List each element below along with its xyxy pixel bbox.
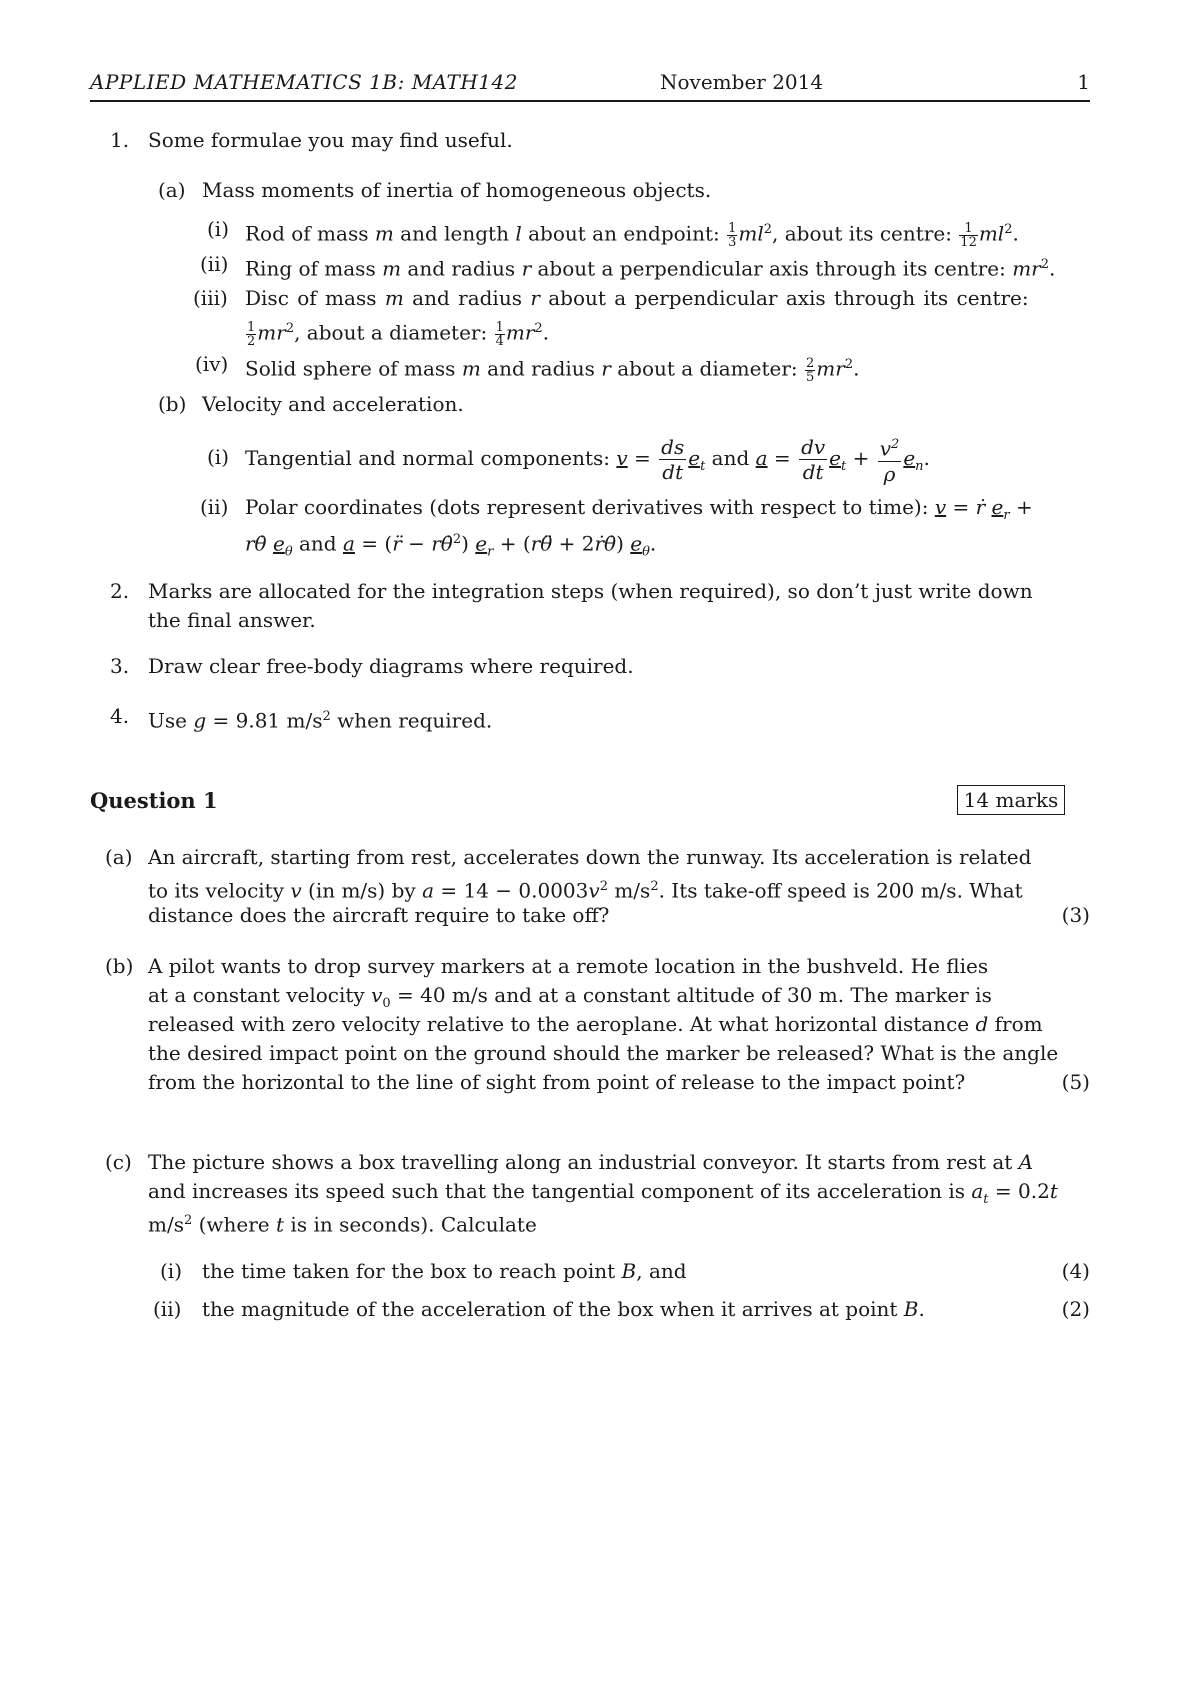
marks-1c-i: (4)	[1061, 1259, 1090, 1283]
course-title: APPLIED MATHEMATICS 1B: MATH142	[90, 70, 518, 94]
marks-1c-ii: (2)	[1061, 1297, 1090, 1321]
page-header	[90, 70, 1090, 102]
question-1-title: Question 1	[90, 788, 218, 813]
formula-b-i: (i) Tangential and normal components: v = $\frac{ds}{dt}$ $e_t$ and a = $\frac{dv}{dt}$ $e_t$ + $\frac{v^2}{\rho}$ $e_n$.	[207, 435, 930, 486]
marks-1b: (5)	[1061, 1070, 1090, 1094]
marks-1a: (3)	[1061, 903, 1090, 927]
exam-page: APPLIED MATHEMATICS 1B: MATH142 November 2014 1 1. Some formulae you may find useful. (a) Mass moments of inertia of homogeneous objects. (i) Rod of mass m and length l about an endpoint: $\frac{1}{3}$ $ml^2$, about its centre: $\frac{1}{12}$ $ml^2$. (ii) Ring of mass m and radius r about a perpendicular axis through its centre: $mr^2$. (iii) Disc of mass m and radius r about a perpendicular axis through its centre: $\frac{1}{2}$ $mr^2$, about a diameter: $\frac{1}{4}$ $mr^2$. (iv) Solid sphere of mass m and radius r about a diameter: $\frac{2}{5}$ $mr^2$. (b) Velocity and acceleration. (i) Tangential and normal components: v = $\frac{ds}{dt}$ $e_t$ and a = $\frac{dv}{dt}$ $e_t$ + $\frac{v^2}{\rho}$ $e_n$. (ii) Polar coordinates (dots represent derivatives with respect to time): v = ṙ $e_r$ + rθ̇ $e_\theta$ and a = (r̈ − rθ̇$^2$) $e_r$ + (rθ̈ + 2ṙθ̇) $e_\theta$. 2. Marks are allocated for the integration steps (when required), so don’t just write down the final answer. 3. Draw clear free-body diagrams where required. 4. Use g = 9.81 $m/s^2$ when required. Question 1 14 marks (a) An aircraft, starting from rest, accelerates down the runway. Its acceleration is related to its velocity v (in m/s) by $a = 14 - 0.0003v^2$ $m/s^2$. Its take-off speed is 200 m/s. What distance does the aircraft require to take off? (3) (b) A pilot wants to drop survey markers at a remote location in the bushveld. He flies at a constant velocity $v_0 = 40$ m/s and at a constant altitude of 30 m. The marker is released with zero velocity relative to the aeroplane. At what horizontal distance d from the desired impact point on the ground should the marker be released? What is the angle from the horizontal to the line of sight from point of release to the impact point? (5) (c) The picture shows a box travelling along an industrial conveyor. It starts from rest at A and increases its speed such that the tangential component of its acceleration is $a_t = 0.2t$ $m/s^2$ (where t is in seconds). Calculate (i) the time taken for the box to reach point B, and (4) (ii) the magnitude of the acceleration of the box when it arrives at point B. (2)	[0, 0, 1200, 1696]
question-1-marks-box: 14 marks	[957, 785, 1065, 815]
page-number: 1	[1077, 70, 1090, 94]
exam-date: November 2014	[660, 70, 824, 94]
